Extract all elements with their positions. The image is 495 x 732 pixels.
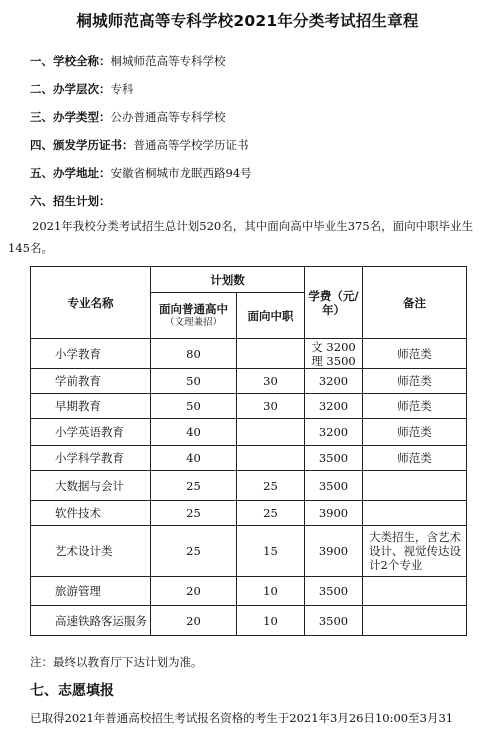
cell-vocational: 10	[237, 577, 305, 606]
cell-fee	[305, 606, 363, 636]
header-vocational: 面向中职	[237, 293, 305, 339]
table-row	[31, 526, 467, 577]
fee-line: 3500	[318, 451, 349, 465]
table-row	[31, 446, 467, 471]
cell-vocational: 30	[237, 369, 305, 394]
fee-line: 3200	[318, 374, 349, 388]
table-row	[31, 419, 467, 446]
cell-major: 早期教育	[31, 394, 151, 419]
info-level	[30, 81, 134, 97]
header-high-sub: （文理兼招）	[164, 316, 222, 328]
cell-major: 高速铁路客运服务	[31, 606, 151, 636]
cell-remark: 师范类	[363, 419, 467, 446]
info-label: 一、学校全称：	[30, 54, 111, 68]
cell-major: 艺术设计类	[31, 526, 151, 577]
info-value: 桐城师范高等专科学校	[110, 54, 226, 68]
cell-remark	[363, 577, 467, 606]
section-heading-7: 七、志愿填报	[30, 683, 114, 699]
info-label: 三、办学类型：	[30, 110, 111, 124]
table-row	[31, 577, 467, 606]
header-plan: 计划数	[151, 267, 305, 293]
cell-fee	[305, 446, 363, 471]
fee-line: 3900	[318, 544, 349, 558]
cell-remark	[363, 501, 467, 526]
info-value: 安徽省桐城市龙眠西路94号	[110, 166, 252, 180]
info-value: 普通高等学校学历证书	[133, 138, 249, 152]
cell-fee	[305, 369, 363, 394]
page-title: 桐城师范高等专科学校2021年分类考试招生章程	[76, 12, 419, 30]
cell-fee	[305, 471, 363, 501]
fee-line: 理 3500	[311, 353, 356, 368]
info-school-name	[30, 53, 226, 69]
cell-high-school: 20	[151, 606, 237, 636]
cell-high-school: 50	[151, 369, 237, 394]
cell-major: 小学科学教育	[31, 446, 151, 471]
info-certificate	[30, 137, 249, 153]
cell-major: 旅游管理	[31, 577, 151, 606]
cell-major: 软件技术	[31, 501, 151, 526]
application-paragraph: 已取得2021年普通高校招生考试报名资格的考生于2021年3月26日10:00至3月31	[30, 711, 454, 725]
cell-high-school: 25	[151, 471, 237, 501]
fee-line: 3500	[318, 478, 349, 493]
cell-vocational	[237, 419, 305, 446]
cell-fee	[305, 501, 363, 526]
cell-vocational: 30	[237, 394, 305, 419]
cell-major: 大数据与会计	[31, 471, 151, 501]
info-address	[30, 165, 252, 181]
cell-high-school: 20	[151, 577, 237, 606]
info-type	[30, 109, 226, 125]
cell-fee	[305, 394, 363, 419]
info-value: 专科	[110, 82, 134, 96]
fee-line: 3500	[318, 613, 349, 628]
table-row	[31, 501, 467, 526]
header-major: 专业名称	[31, 267, 151, 339]
table-row	[31, 471, 467, 501]
cell-vocational	[237, 339, 305, 369]
cell-fee	[305, 526, 363, 577]
info-label: 五、办学地址：	[30, 166, 111, 180]
fee-line: 3900	[318, 506, 349, 520]
cell-high-school: 25	[151, 501, 237, 526]
cell-high-school: 40	[151, 446, 237, 471]
cell-vocational: 15	[237, 526, 305, 577]
cell-remark	[363, 606, 467, 636]
cell-fee	[305, 577, 363, 606]
enrollment-plan-table	[30, 266, 467, 636]
table-row	[31, 339, 467, 369]
fee-line: 3500	[318, 584, 349, 598]
fee-line: 3200	[318, 425, 349, 439]
cell-fee	[305, 339, 363, 369]
info-label: 二、办学层次：	[30, 82, 111, 96]
fee-line: 3200	[318, 399, 349, 413]
cell-remark: 师范类	[363, 446, 467, 471]
note-text: 注：最终以教育厅下达计划为准。	[30, 655, 203, 669]
cell-major: 小学英语教育	[31, 419, 151, 446]
cell-major: 小学教育	[31, 339, 151, 369]
cell-vocational: 10	[237, 606, 305, 636]
info-plan-heading	[30, 193, 111, 209]
cell-vocational: 25	[237, 471, 305, 501]
cell-vocational: 25	[237, 501, 305, 526]
cell-major: 学前教育	[31, 369, 151, 394]
cell-high-school: 40	[151, 419, 237, 446]
info-label: 四、颁发学历证书：	[30, 138, 134, 152]
info-label: 六、招生计划：	[30, 194, 111, 208]
cell-high-school: 80	[151, 339, 237, 369]
info-value: 公办普通高等专科学校	[110, 110, 226, 124]
cell-vocational	[237, 446, 305, 471]
table-row	[31, 606, 467, 636]
cell-remark	[363, 471, 467, 501]
cell-remark: 师范类	[363, 339, 467, 369]
cell-fee	[305, 419, 363, 446]
header-high-label: 面向普通高中	[159, 301, 228, 316]
header-fee: 学费（元/年）	[305, 267, 363, 339]
header-high-school	[151, 293, 237, 339]
cell-remark: 师范类	[363, 369, 467, 394]
cell-remark: 师范类	[363, 394, 467, 419]
fee-line: 文 3200	[311, 339, 356, 354]
cell-high-school: 25	[151, 526, 237, 577]
cell-high-school: 50	[151, 394, 237, 419]
plan-paragraph: 2021年我校分类考试招生总计划520名，其中面向高中毕业生375名，面向中职毕业生145名。	[8, 219, 474, 255]
table-row	[31, 394, 467, 419]
table-row	[31, 369, 467, 394]
cell-remark: 大类招生，含艺术设计、视觉传达设计2个专业	[363, 526, 467, 577]
header-remark: 备注	[363, 267, 467, 339]
